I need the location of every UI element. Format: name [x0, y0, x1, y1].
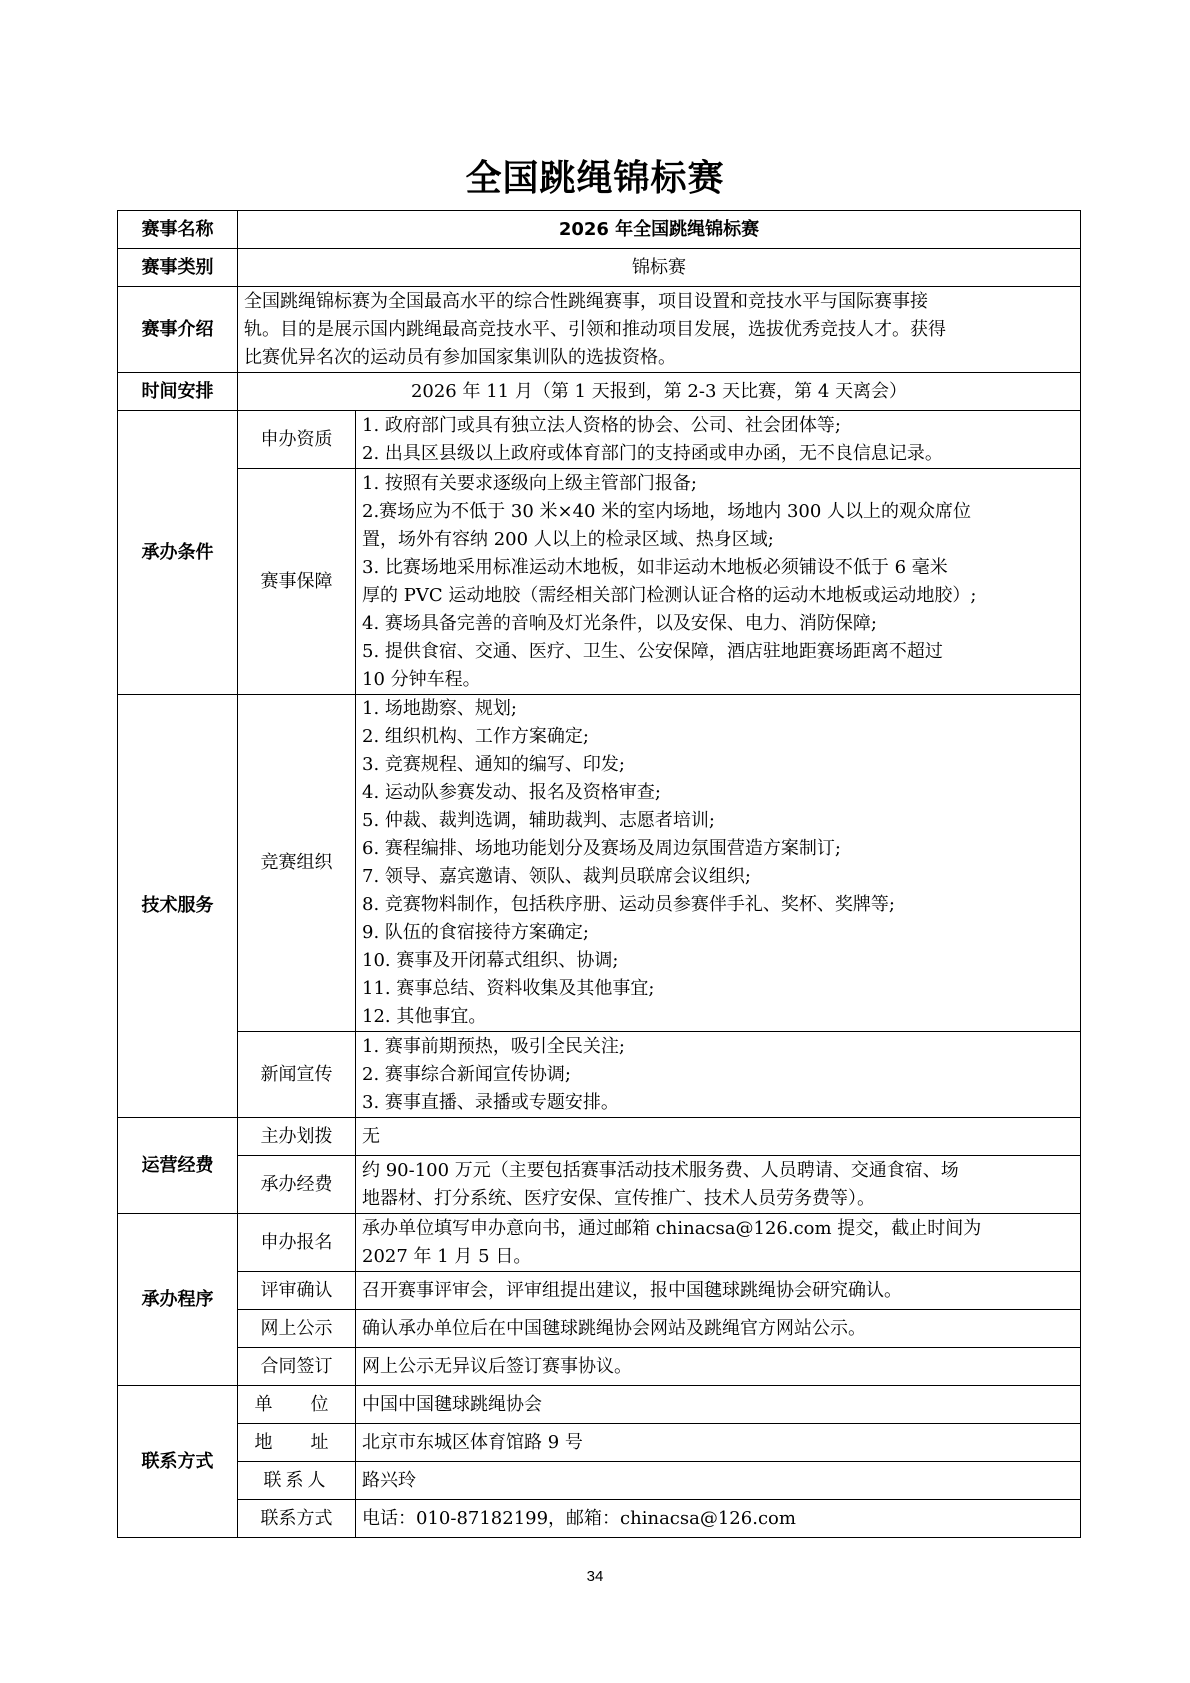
event-intro-line: 比赛优异名次的运动员有参加国家集训队的选拔资格。 — [244, 346, 676, 368]
sponsor-allocation-value: 无 — [356, 1118, 1081, 1156]
guarantee-line: 厚的 PVC 运动地胶（需经相关部门检测认证合格的运动木地板或运动地胶）; — [362, 584, 977, 606]
review-value: 召开赛事评审会，评审组提出建议，报中国毽球跳绳协会研究确认。 — [356, 1272, 1081, 1310]
schedule-label: 时间安排 — [118, 373, 238, 411]
application-line: 承办单位填写申办意向书，通过邮箱 chinacsa@126.com 提交，截止时间为 — [362, 1217, 982, 1239]
contract-value: 网上公示无异议后签订赛事协议。 — [356, 1348, 1081, 1386]
guarantee-label: 赛事保障 — [238, 469, 356, 695]
guarantee-line: 10 分钟车程。 — [362, 668, 481, 690]
competition-line: 2. 组织机构、工作方案确定; — [362, 726, 589, 747]
host-funds-label: 承办经费 — [238, 1156, 356, 1214]
event-category-label: 赛事类别 — [118, 249, 238, 287]
event-intro-text — [238, 287, 1081, 373]
technical-services-label: 技术服务 — [118, 695, 238, 1118]
review-label: 评审确认 — [238, 1272, 356, 1310]
row-announcement — [118, 1310, 1081, 1348]
publicity-line: 2. 赛事综合新闻宣传协调; — [362, 1063, 571, 1085]
announcement-value: 确认承办单位后在中国毽球跳绳协会网站及跳绳官方网站公示。 — [356, 1310, 1081, 1348]
guarantee-line: 1. 按照有关要求逐级向上级主管部门报备; — [362, 472, 697, 494]
row-schedule — [118, 373, 1081, 411]
sponsor-allocation-label: 主办划拨 — [238, 1118, 356, 1156]
competition-text — [356, 695, 1081, 1032]
application-line: 2027 年 1 月 5 日。 — [362, 1245, 532, 1267]
event-intro-label: 赛事介绍 — [118, 287, 238, 373]
row-contact-address — [118, 1424, 1081, 1462]
qualification-line: 1. 政府部门或具有独立法人资格的协会、公司、社会团体等; — [362, 414, 841, 436]
competition-line: 6. 赛程编排、场地功能划分及赛场及周边氛围营造方案制订; — [362, 838, 841, 859]
qualification-label: 申办资质 — [238, 411, 356, 469]
competition-line: 11. 赛事总结、资料收集及其他事宜; — [362, 978, 655, 999]
host-funds-line: 约 90-100 万元（主要包括赛事活动技术服务费、人员聘请、交通食宿、场 — [362, 1159, 959, 1181]
guarantee-line: 2.赛场应为不低于 30 米×40 米的室内场地，场地内 300 人以上的观众席位 — [362, 500, 972, 522]
publicity-label: 新闻宣传 — [238, 1032, 356, 1118]
host-funds-text — [356, 1156, 1081, 1214]
hosting-conditions-label: 承办条件 — [118, 411, 238, 695]
contact-address-value: 北京市东城区体育馆路 9 号 — [356, 1424, 1081, 1462]
announcement-label: 网上公示 — [238, 1310, 356, 1348]
competition-line: 3. 竞赛规程、通知的编写、印发; — [362, 754, 625, 775]
competition-line: 10. 赛事及开闭幕式组织、协调; — [362, 950, 619, 971]
contract-label: 合同签订 — [238, 1348, 356, 1386]
contact-unit-value: 中国中国毽球跳绳协会 — [356, 1386, 1081, 1424]
row-event-category — [118, 249, 1081, 287]
contact-method-label: 联系方式 — [238, 1500, 356, 1538]
row-contact-method — [118, 1500, 1081, 1538]
publicity-text — [356, 1032, 1081, 1118]
contact-person-label: 联系人 — [238, 1462, 356, 1500]
competition-label: 竞赛组织 — [238, 695, 356, 1032]
row-sponsor-allocation — [118, 1118, 1081, 1156]
event-intro-line: 全国跳绳锦标赛为全国最高水平的综合性跳绳赛事，项目设置和竞技水平与国际赛事接 — [244, 290, 928, 312]
qualification-line: 2. 出具区县级以上政府或体育部门的支持函或申办函，无不良信息记录。 — [362, 442, 943, 464]
row-contact-person — [118, 1462, 1081, 1500]
row-contract — [118, 1348, 1081, 1386]
event-category-value: 锦标赛 — [238, 249, 1081, 287]
page-title: 全国跳绳锦标赛 — [465, 157, 725, 199]
hosting-procedure-label: 承办程序 — [118, 1214, 238, 1386]
contact-person-value: 路兴玲 — [356, 1462, 1081, 1500]
guarantee-line: 置，场外有容纳 200 人以上的检录区域、热身区域; — [362, 528, 774, 550]
row-event-name — [118, 211, 1081, 249]
row-contact-unit — [118, 1386, 1081, 1424]
competition-line: 9. 队伍的食宿接待方案确定; — [362, 922, 589, 943]
competition-line: 8. 竞赛物料制作，包括秩序册、运动员参赛伴手礼、奖杯、奖牌等; — [362, 894, 895, 915]
event-info-table — [117, 210, 1081, 1538]
application-text — [356, 1214, 1081, 1272]
row-application — [118, 1214, 1081, 1272]
publicity-line: 3. 赛事直播、录播或专题安排。 — [362, 1091, 619, 1113]
host-funds-line: 地器材、打分系统、医疗安保、宣传推广、技术人员劳务费等）。 — [362, 1187, 875, 1209]
event-name-label: 赛事名称 — [118, 211, 238, 249]
row-competition — [118, 695, 1081, 1032]
row-qualification — [118, 411, 1081, 469]
competition-line: 12. 其他事宜。 — [362, 1006, 487, 1027]
competition-line: 5. 仲裁、裁判选调，辅助裁判、志愿者培训; — [362, 810, 715, 831]
qualification-text — [356, 411, 1081, 469]
row-host-funds — [118, 1156, 1081, 1214]
publicity-line: 1. 赛事前期预热，吸引全民关注; — [362, 1035, 625, 1057]
application-label: 申办报名 — [238, 1214, 356, 1272]
guarantee-line: 4. 赛场具备完善的音响及灯光条件，以及安保、电力、消防保障; — [362, 612, 877, 634]
row-review — [118, 1272, 1081, 1310]
guarantee-text — [356, 469, 1081, 695]
operating-funds-label: 运营经费 — [118, 1118, 238, 1214]
contact-address-label: 地 址 — [238, 1424, 356, 1462]
event-name-value: 2026 年全国跳绳锦标赛 — [238, 211, 1081, 249]
contact-unit-label: 单 位 — [238, 1386, 356, 1424]
contact-label: 联系方式 — [118, 1386, 238, 1538]
contact-method-value: 电话：010-87182199，邮箱：chinacsa@126.com — [356, 1500, 1081, 1538]
row-guarantee — [118, 469, 1081, 695]
page-number: 34 — [586, 1568, 604, 1585]
guarantee-line: 5. 提供食宿、交通、医疗、卫生、公安保障，酒店驻地距赛场距离不超过 — [362, 640, 943, 662]
competition-line: 4. 运动队参赛发动、报名及资格审查; — [362, 782, 661, 803]
schedule-value: 2026 年 11 月（第 1 天报到，第 2-3 天比赛，第 4 天离会） — [238, 373, 1081, 411]
row-event-intro — [118, 287, 1081, 373]
event-intro-line: 轨。目的是展示国内跳绳最高竞技水平、引领和推动项目发展，选拔优秀竞技人才。获得 — [244, 318, 946, 340]
competition-line: 1. 场地勘察、规划; — [362, 698, 517, 719]
competition-line: 7. 领导、嘉宾邀请、领队、裁判员联席会议组织; — [362, 866, 751, 887]
guarantee-line: 3. 比赛场地采用标准运动木地板，如非运动木地板必须铺设不低于 6 毫米 — [362, 556, 948, 578]
row-publicity — [118, 1032, 1081, 1118]
